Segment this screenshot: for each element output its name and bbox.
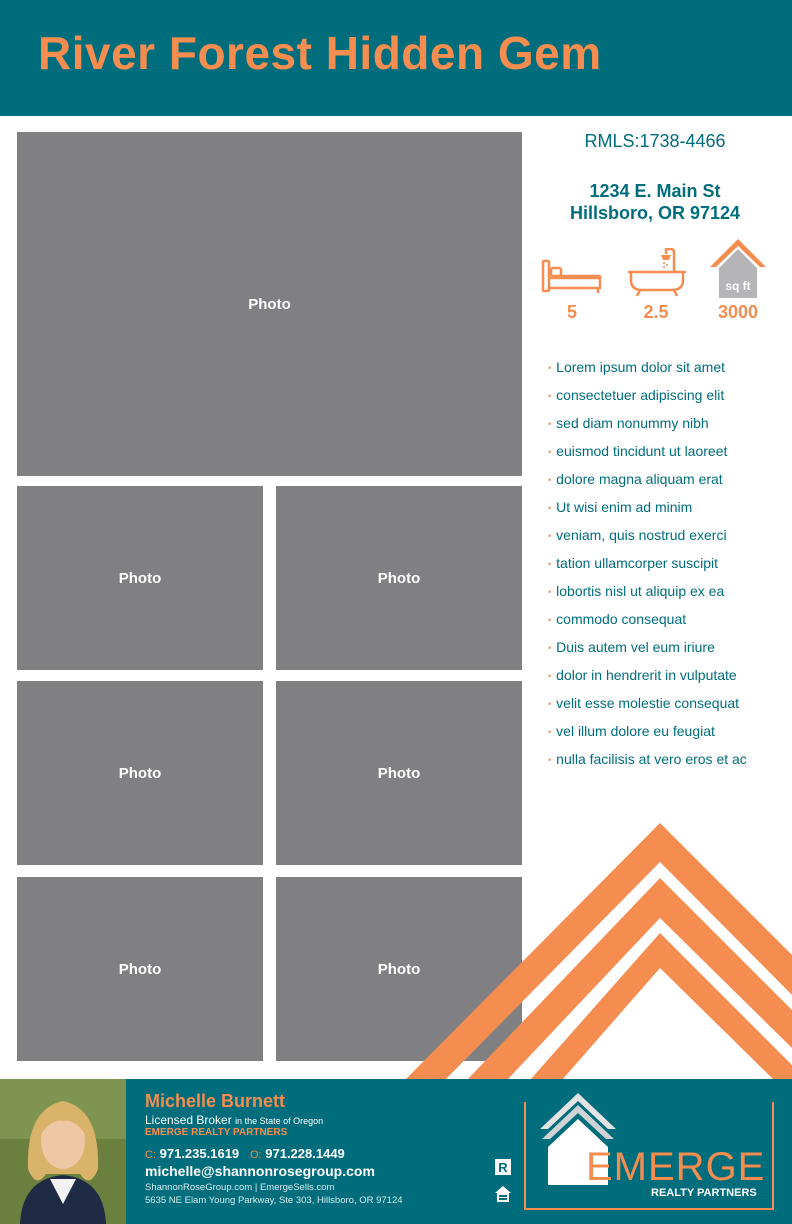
photo-4 — [17, 681, 263, 865]
feature-text: nulla facilisis at vero eros et ac — [556, 751, 747, 767]
agent-websites[interactable]: ShannonRoseGroup.com | EmergeSells.com — [145, 1182, 335, 1193]
feature-text: commodo consequat — [556, 611, 687, 627]
feature-item — [548, 608, 747, 636]
agent-title-main: Licensed Broker — [145, 1113, 232, 1127]
feature-text: dolore magna aliquam erat — [556, 471, 723, 487]
bullet-icon: • — [548, 755, 552, 766]
agent-email[interactable]: michelle@shannonrosegroup.com — [145, 1163, 375, 1179]
photo-label: Photo — [377, 764, 421, 782]
feature-list — [548, 356, 747, 776]
photo-label: Photo — [377, 960, 421, 978]
realtor-icon — [494, 1158, 512, 1176]
header-banner — [0, 0, 792, 116]
office-label: O: — [250, 1149, 262, 1161]
bullet-icon: • — [548, 699, 552, 710]
feature-text: dolor in hendrerit in vulputate — [556, 667, 737, 683]
feature-text: tation ullamcorper suscipit — [556, 555, 719, 571]
office-address: 5635 NE Elam Young Parkway, Ste 303, Hillsboro, OR 97124 — [145, 1195, 403, 1206]
photo-2 — [17, 486, 263, 670]
feature-text: sed diam nonummy nibh — [556, 415, 709, 431]
bullet-icon: • — [548, 587, 552, 598]
feature-text: velit esse molestie consequat — [556, 695, 740, 711]
cell-phone[interactable]: 971.235.1619 — [159, 1146, 240, 1161]
bullet-icon: • — [548, 447, 552, 458]
photo-label: Photo — [118, 764, 162, 782]
agent-name: Michelle Burnett — [145, 1091, 286, 1111]
chevron-decoration — [400, 810, 792, 1080]
feature-text: vel illum dolore eu feugiat — [556, 723, 715, 739]
mls-number: RMLS:1738-4466 — [584, 131, 726, 151]
agent-photo — [0, 1079, 126, 1224]
bullet-icon: • — [548, 559, 552, 570]
sqft-value: 3000 — [717, 302, 759, 322]
feature-text: euismod tincidunt ut laoreet — [556, 443, 728, 459]
bathtub-icon — [626, 248, 688, 298]
photo-label: Photo — [248, 295, 291, 313]
feature-item — [548, 552, 747, 580]
feature-item — [548, 664, 747, 692]
property-address — [530, 180, 780, 224]
photo-label: Photo — [118, 569, 162, 587]
agent-title-suffix: in the State of Oregon — [235, 1116, 324, 1126]
logo-subtitle: REALTY PARTNERS — [651, 1187, 757, 1199]
agent-phones — [145, 1146, 345, 1161]
bullet-icon: • — [548, 643, 552, 654]
bullet-icon: • — [548, 531, 552, 542]
address-line-2: Hillsboro, OR 97124 — [569, 203, 741, 223]
agent-title — [145, 1113, 323, 1127]
feature-text: Lorem ipsum dolor sit amet — [556, 359, 725, 375]
bullet-icon: • — [548, 615, 552, 626]
feature-item — [548, 692, 747, 720]
office-phone[interactable]: 971.228.1449 — [265, 1146, 345, 1161]
house-icon — [708, 237, 768, 299]
feature-item — [548, 496, 747, 524]
address-line-1: 1234 E. Main St — [589, 181, 721, 201]
main-photo — [17, 132, 522, 476]
beds-value: 5 — [566, 302, 577, 322]
bullet-icon: • — [548, 419, 552, 430]
feature-text: lobortis nisl ut aliquip ex ea — [556, 583, 725, 599]
feature-text: veniam, quis nostrud exerci — [556, 527, 727, 543]
feature-item — [548, 440, 747, 468]
photo-6 — [17, 877, 263, 1061]
feature-item — [548, 524, 747, 552]
feature-item — [548, 580, 747, 608]
bullet-icon: • — [548, 363, 552, 374]
feature-item — [548, 720, 747, 748]
agent-company: EMERGE REALTY PARTNERS — [145, 1127, 288, 1138]
feature-item — [548, 636, 747, 664]
logo-wordmark: EMERGE — [586, 1145, 766, 1189]
bullet-icon: • — [548, 391, 552, 402]
agent-footer — [0, 1079, 792, 1224]
feature-text: Duis autem vel eum iriure — [556, 639, 715, 655]
feature-item — [548, 412, 747, 440]
photo-label: Photo — [118, 960, 162, 978]
svg-text:R: R — [498, 1160, 508, 1175]
listing-title: River Forest Hidden Gem — [38, 27, 602, 79]
bullet-icon: • — [548, 727, 552, 738]
photo-3 — [276, 486, 522, 670]
feature-item — [548, 384, 747, 412]
sqft-icon-label: sq ft — [725, 279, 751, 293]
bullet-icon: • — [548, 503, 552, 514]
bed-icon — [540, 258, 604, 296]
cell-label: C: — [145, 1149, 156, 1161]
equal-housing-icon — [494, 1185, 512, 1203]
bullet-icon: • — [548, 475, 552, 486]
baths-value: 2.5 — [643, 302, 669, 322]
feature-item — [548, 356, 747, 384]
feature-item — [548, 748, 747, 776]
photo-label: Photo — [377, 569, 421, 587]
feature-text: consectetuer adipiscing elit — [556, 387, 725, 403]
feature-text: Ut wisi enim ad minim — [556, 499, 693, 515]
feature-item — [548, 468, 747, 496]
bullet-icon: • — [548, 671, 552, 682]
